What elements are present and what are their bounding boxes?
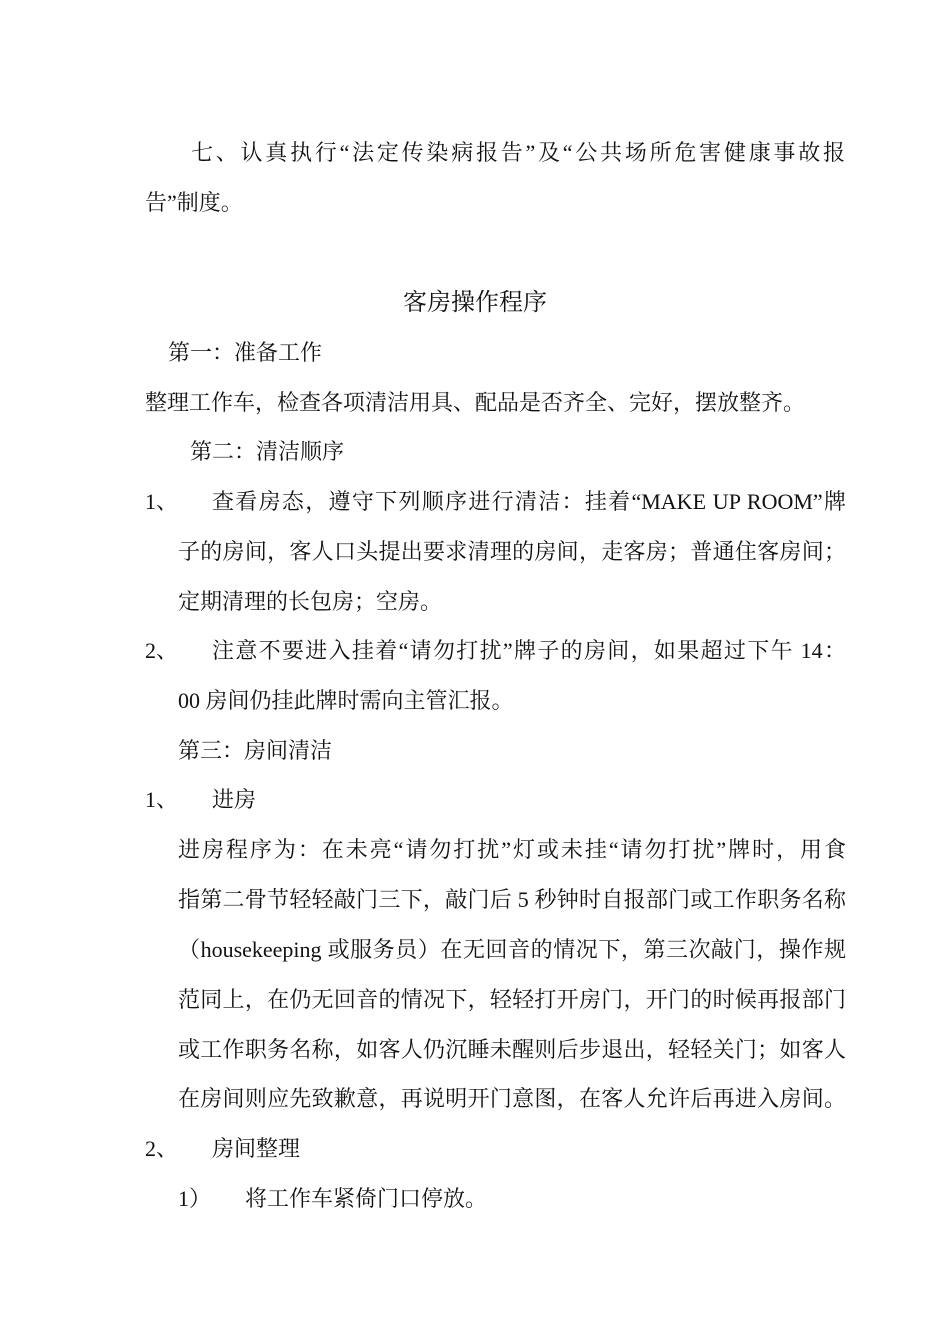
part2-item2-line2: 00 房间仍挂此牌时需向主管汇报。 — [178, 688, 514, 713]
part2-item1-line1: 查看房态，遵守下列顺序进行清洁：挂着“MAKE UP ROOM”牌 — [212, 489, 846, 514]
part3-item1-number: 1、 — [145, 787, 179, 812]
part3-item1-text-line: （housekeeping 或服务员）在无回音的情况下，第三次敲门，操作规 — [178, 937, 846, 962]
part2-item1-line3: 定期清理的长包房；空房。 — [178, 589, 443, 614]
part1-heading: 第一：准备工作 — [168, 340, 323, 365]
part3-item1-text-line: 范同上，在仍无回音的情况下，轻轻打开房门，开门的时候再报部门 — [178, 987, 846, 1012]
part3-item1-text-line: 进房程序为：在未亮“请勿打扰”灯或未挂“请勿打扰”牌时，用食 — [178, 837, 846, 862]
part3-item1-label: 进房 — [212, 787, 257, 812]
part3-item1-text-line: 指第二骨节轻轻敲门三下，敲门后 5 秒钟时自报部门或工作职务名称 — [178, 887, 846, 912]
part1-text: 整理工作车，检查各项清洁用具、配品是否齐全、完好，摆放整齐。 — [145, 390, 806, 415]
part3-item1-text-line: 或工作职务名称，如客人仍沉睡未醒则后步退出，轻轻关门；如客人 — [178, 1037, 846, 1062]
section7-line2: 告”制度。 — [145, 190, 243, 215]
part3-item2-number: 2、 — [145, 1136, 179, 1161]
part3-item2-sub1-text: 将工作车紧倚门口停放。 — [245, 1186, 488, 1211]
part3-item2-sub1-number: 1） — [178, 1186, 212, 1211]
page-title: 客房操作程序 — [403, 288, 547, 316]
part3-heading: 第三：房间清洁 — [178, 738, 333, 763]
part2-item2-number: 2、 — [145, 638, 179, 663]
part2-heading: 第二：清洁顺序 — [190, 439, 345, 464]
part2-item1-number: 1、 — [145, 489, 179, 514]
part2-item1-line2: 子的房间，客人口头提出要求清理的房间，走客房；普通住客房间； — [178, 539, 846, 564]
part2-item2-line1: 注意不要进入挂着“请勿打扰”牌子的房间，如果超过下午 14： — [212, 638, 846, 663]
part3-item2-label: 房间整理 — [212, 1136, 301, 1161]
part3-item1-text-line: 在房间则应先致歉意，再说明开门意图，在客人允许后再进入房间。 — [178, 1086, 846, 1111]
section7-line1: 七、认真执行“法定传染病报告”及“公共场所危害健康事故报 — [191, 140, 845, 165]
